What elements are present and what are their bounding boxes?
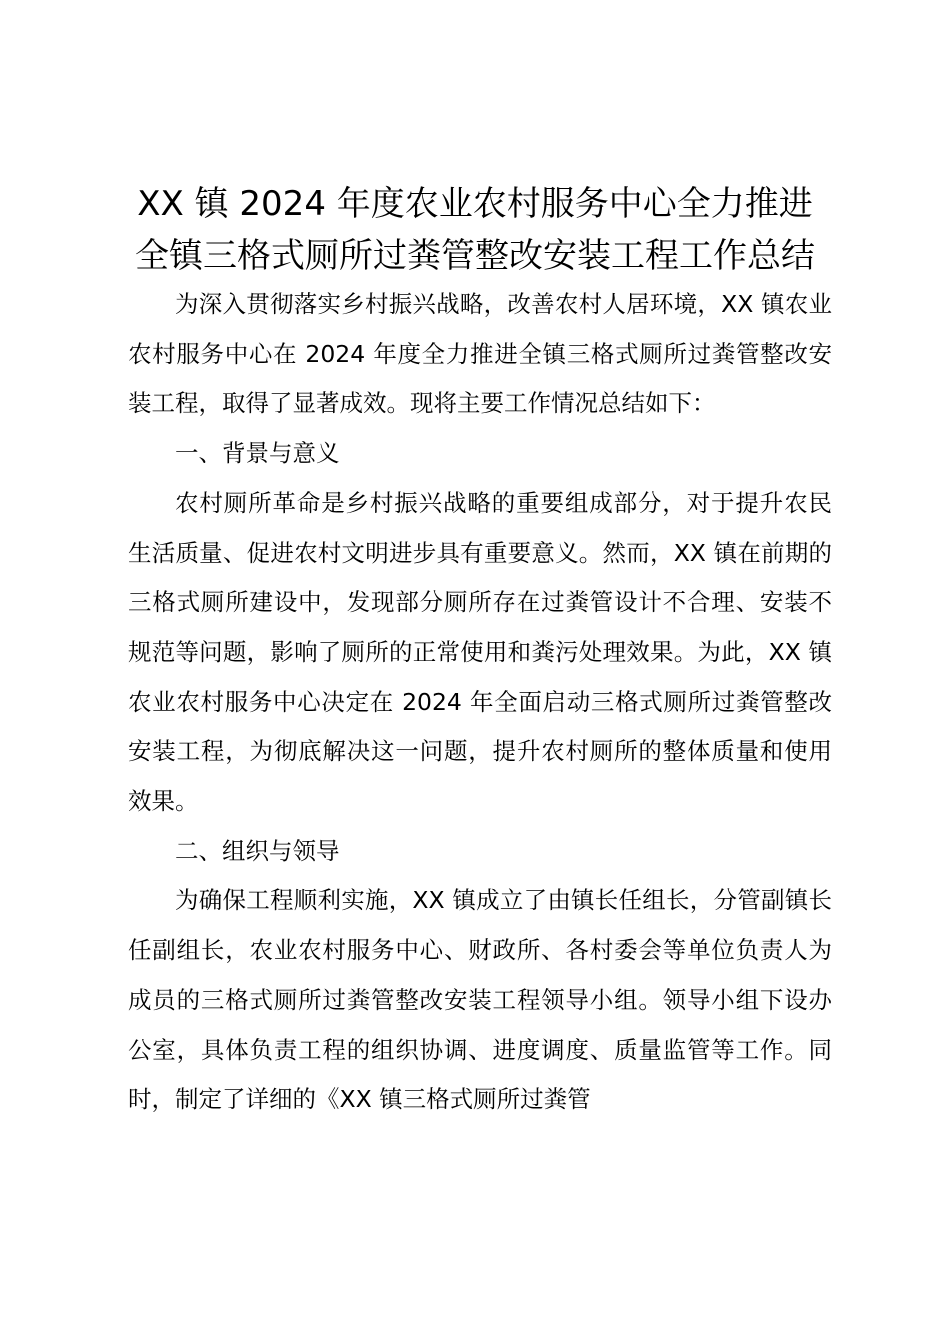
title-line-2: 全镇三格式厕所过粪管整改安装工程工作总结: [135, 236, 815, 276]
background-paragraph: 农村厕所革命是乡村振兴战略的重要组成部分，对于提升农民生活质量、促进农村文明进步具有重要意义。然而，XX 镇在前期的三格式厕所建设中，发现部分厕所存在过粪管设计不合理、安装不规范等问题，影响了厕所的正常使用和粪污处理效果。为此，XX 镇农业农村服务中心决定在 2024 年全面启动三格式厕所过粪管整改安装工程，为彻底解决这一问题，提升农村厕所的整体质量和使用效果。: [128, 488, 832, 816]
document-body: [128, 280, 832, 1125]
section-heading-organization: 二、组织与领导: [175, 836, 340, 865]
title-line-1: XX 镇 2024 年度农业农村服务中心全力推进: [137, 184, 813, 224]
document-title: [118, 178, 832, 282]
section-heading-background: 一、背景与意义: [175, 439, 340, 468]
intro-paragraph: 为深入贯彻落实乡村振兴战略，改善农村人居环境，XX 镇农业农村服务中心在 2024 年度全力推进全镇三格式厕所过粪管整改安装工程，取得了显著成效。现将主要工作情况总结如下：: [128, 290, 832, 418]
organization-paragraph: 为确保工程顺利实施，XX 镇成立了由镇长任组长，分管副镇长任副组长，农业农村服务中心、财政所、各村委会等单位负责人为成员的三格式厕所过粪管整改安装工程领导小组。领导小组下设办公室，具体负责工程的组织协调、进度调度、质量监管等工作。同时，制定了详细的《XX 镇三格式厕所过粪管: [128, 886, 832, 1114]
